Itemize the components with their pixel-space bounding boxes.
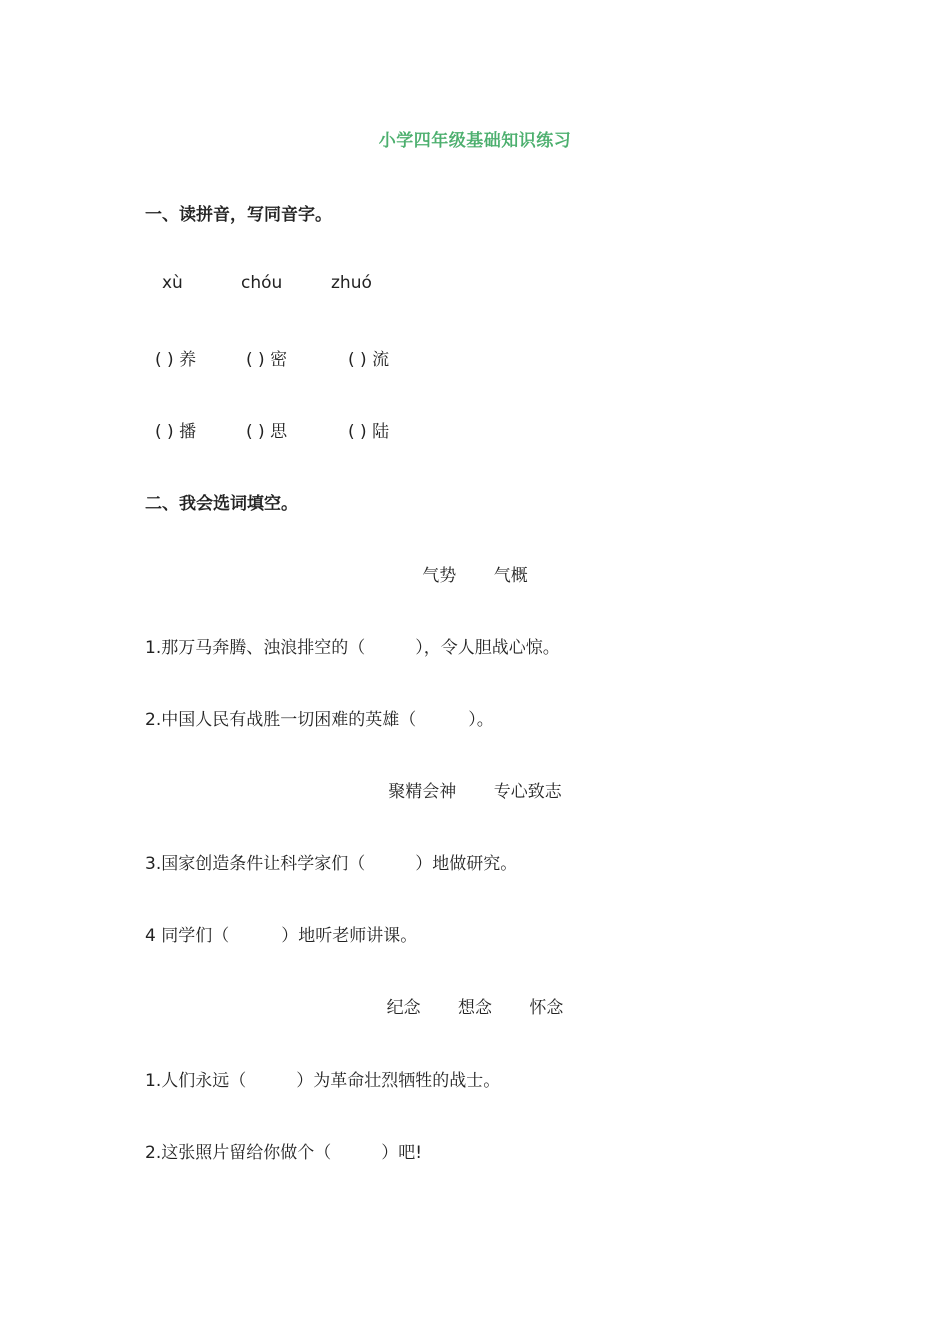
- section-2-heading: 二、我会选词填空。: [145, 494, 298, 514]
- blank-row2-item2[interactable]: ( ) 思: [246, 422, 288, 442]
- question-g2-2: [145, 921, 417, 946]
- word-choice: 想念: [458, 998, 492, 1018]
- word-choice: 聚精会神: [388, 782, 457, 802]
- question-text: 4 同学们（: [145, 926, 230, 946]
- pinyin-zhuo: zhuó: [331, 273, 372, 293]
- word-choice: 纪念: [386, 998, 421, 1018]
- pinyin-xu: xù: [162, 273, 183, 293]
- section-1-heading: 一、读拼音，写同音字。: [145, 205, 332, 225]
- question-text: ）地做研究。: [415, 854, 518, 874]
- word-choice: 气概: [493, 566, 528, 586]
- question-text: ）地听老师讲课。: [281, 926, 418, 946]
- word-choice: 专心致志: [493, 782, 562, 802]
- word-choice: 怀念: [529, 998, 564, 1018]
- question-text: 2.中国人民有战胜一切困难的英雄（: [145, 710, 417, 730]
- blank-row2-item3[interactable]: ( ) 陆: [348, 422, 390, 442]
- question-text: 3.国家创造条件让科学家们（: [145, 854, 366, 874]
- word-choices-1: [0, 561, 950, 586]
- blank-row1-item3[interactable]: ( ) 流: [348, 350, 390, 370]
- question-g3-2: [145, 1138, 422, 1163]
- question-text: 1.那万马奔腾、浊浪排空的（: [145, 638, 366, 658]
- question-text: 2.这张照片留给你做个（: [145, 1143, 332, 1163]
- question-text: ）为革命壮烈牺牲的战士。: [296, 1071, 501, 1091]
- question-text: ），令人胆战心惊。: [415, 638, 560, 658]
- question-g1-2: [145, 705, 494, 730]
- question-text: ）。: [468, 710, 494, 730]
- question-text: ）吧!: [381, 1143, 423, 1163]
- pinyin-chou: chóu: [241, 273, 283, 293]
- page-title: 小学四年级基础知识练习: [378, 131, 572, 151]
- blank-row2-item1[interactable]: ( ) 播: [155, 422, 197, 442]
- word-choices-2: [0, 777, 950, 802]
- question-g2-1: [145, 849, 517, 874]
- word-choice: 气势: [422, 566, 457, 586]
- blank-row1-item1[interactable]: ( ) 养: [155, 350, 197, 370]
- blank-row1-item2[interactable]: ( ) 密: [246, 350, 288, 370]
- question-g1-1: [145, 633, 560, 658]
- word-choices-3: [0, 993, 950, 1018]
- question-text: 1.人们永远（: [145, 1071, 247, 1091]
- question-g3-1: [145, 1066, 500, 1091]
